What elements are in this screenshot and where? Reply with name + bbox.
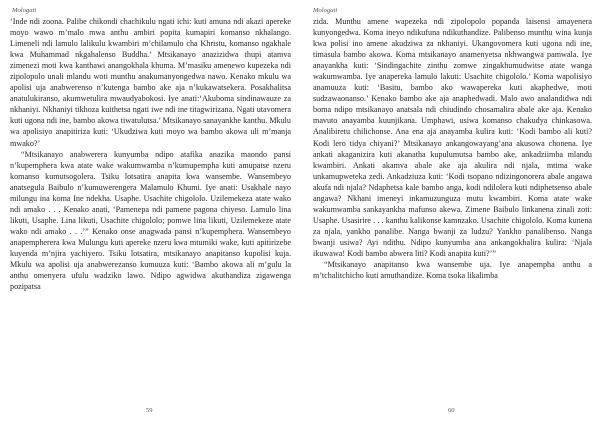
page-number: 60 [448, 407, 455, 414]
page-number: 59 [146, 407, 153, 414]
right-page [300, 0, 600, 424]
paragraph: “Mtsikanayo anabwerera kunyumba ndipo atafika anazika maondo pansi n’kupemphera kwa atate wake wakumwamba n’kumupempha kuti amupatse nzeru komanso kumutsogolera. Tsiku lotsatira anapita kwa wansembe. Wansembeyo anatsegula Baibulo n’kumuwerengera Malamulo Khumi. Iye anati: Usakhale nayo milungu ina koma Ine ndekha. Usaphe. Usachite chigololo. Uzilemekeza atate wako ndi amako . . . Kenako anati, ‘Pamenepa ndi pamene pagona chiyeso. Lamulo lina likuti, Usaphe. Lina likuti, Usachite chigololo; pomwe lina likuti, Uzilemekeze atate wako ndi amako . . .’” Kenako onse anagwada pansi n’kupemphera. Wansembeyo anapempherera kwa Mulungu kuti apereke nzeru kwa mtumiki wake, kuti apitirizebe kuyenda m’njira yachiyero. Tsiku lotsatira, mtsikanayo anapitanso kupolisi kuja. Mkulu wa apolisi uja anabwerezanso kumuuza kuti: ‘Bambo akowa ali m’gulu la anthu omenyera ufulu wadziko lawo. Ndipo agwidwa akuthandiza zigawenga pozipatsa [10, 149, 291, 292]
paragraph: ‘Inde ndi zoona. Palibe chikondi chachikulu ngati ichi: kuti amuna ndi akazi apereke moyo wawo m’malo mwa anthu ambiri popita kumapiri komanso nkhalango. Limeneli ndi lamulo lalikulu kwambiri m’chilamulo cha Khristu, komanso ngakhale kwa Muhammad nkgahalenso Buddha.’ Mtsikanayo anazizidwa thupi atamva zimenezi moti kwa kanthawi anangokhala khuma. M’masiku amenewo kupezeka ndi zipolopolo unali mlandu woti munthu anakumanyongedwa nawo. Kenako mkulu wa apolisi uja anabwerenso n’kutenga bambo ake aja n’kukawatsekera. Posakhalitsa anatulukiranso, akumwetulira mwaudyabokosi. Iye anati:‘Akuboma sindinawauze za nkhaniyi. Nkhaniyi tikhoza kuithetsa ngati iwe ndi ine titagwirizana. Ngati utavomera kuti ugona ndi ine, bambo akowa tiwatulutsa.’ Mtsikanayo sanayankhe kanthu. Mkulu wa apolisiyo anapitiriza kuti: ‘Ukudziwa kuti moyo wa bambo akowa uli m’manja mwako?’ [10, 17, 291, 148]
running-head: Mologati [12, 7, 37, 14]
running-head: Mologati [313, 7, 338, 14]
body-text [313, 16, 592, 281]
body-text [10, 16, 291, 292]
paragraph: zida. Munthu amene wapezeka ndi zipolopolo popanda laisensi amayenera kunyongedwa. Koma ineyo ndikufuna ndikuthandize. Palibenso munthu wina kunja kwa polisi ino amene akudziwa za nkhaniyi. Ukangovomera kuti ugona ndi ine, timasula bambo akowa. Koma mtsikanayo anamenyetsa nkhwangwa pamwala. Iye anayankha kuti: ‘Sindingachite zinthu zomwe zingakhumudwitse atate wanga wakumwamba. Iye anapereka lamulo lakuti: Usachite chigololo.’ Koma wapolisiyo anamuuza kuti: ‘Basitu, bambo ako wawapereka kuti akaphedwe, moti sudzawaonanso.’ Kenako bambo ake aja anaphedwadi. Malo awo analandidwa ndi boma ndipo mtsikanayo anatsala ndi chiudindo chosamalira abale ake aja. Kenako mavuto anayamba kuunjikana. Umphawi, usiwa komanso chakudya chinkasowa. Analibiretu chilichonse. Ana ena aja anayamba kulira kuti: ‘Kodi bambo ali kuti? Kodi lero tidya chiyani?’ Mtsikanayo ankangowayang’ana akusowa chonena. Iye ankati akaganizira kuti akanatha kupulumutsa bambo ake, ankadziimba mlandu kwambiri. Ankati akamva abale ake aja akulira ndi njala, mtima wake unkamupweteka zedi. Ankadziuza kuti: ‘Kodi tsopano ndizingonorera abale angawa akufa ndi njala? Ndaphetsa kale bambo anga, kodi ndilolera kuti ndiphetsenso abale angawa? Nkhani imeneyi inkamuzunguza mutu kwambiri. Koma atate wake wakumwamba sankayankha mafunso akewa. Zimene Baibulo linkanena zinali zoti: Usaphe. Usasirire . . . kanthu kalikonse kamnzako. Usachite chigololo. Koma kunena za njala, yankho panalibe. Nanga bwanji za ludzu? Yankho panalibenso. Nanga bwanji usiwa? Ayi ndithu. Ndipo kunyumba ana ankangokhalira kulira: ‘Njala ikuwawa! Kodi bambo abwera liti? Kodi anapita kuti?’” [313, 17, 592, 258]
paragraph: “Mtsikanayo anapitanso kwa wansembe uja. Iye anapempha anthu a m’tchalitchicho kuti amuthandize. Koma tsoka likalimba [313, 260, 592, 281]
